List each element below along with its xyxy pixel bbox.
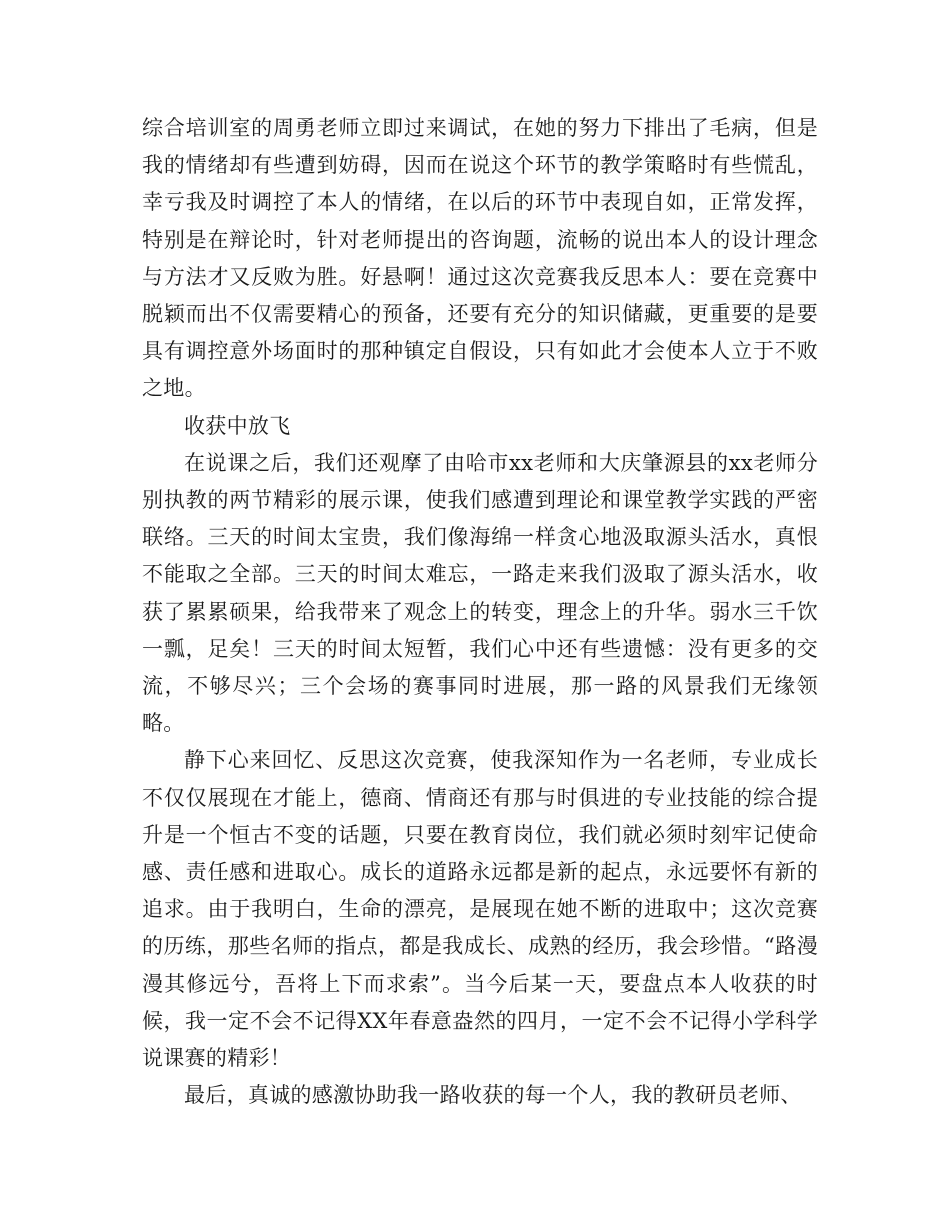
paragraph-3: 静下心来回忆、反思这次竞赛，使我深知作为一名老师，专业成长不仅仅展现在才能上，德商、情商还有那与时俱进的专业技能的综合提升是一个恒古不变的话题，只要在教育岗位，我们就必须时刻牢记使命感、责任感和进取心。成长的道路永远都是新的起点，永远要怀有新的追求。由于我明白，生命的漂亮，是展现在她不断的进取中；这次竞赛的历练，那些名师的指点，都是我成长、成熟的经历，我会珍惜。“路漫漫其修远兮，吾将上下而求索”。当今后某一天，要盘点本人收获的时候，我一定不会不记得XX年春意盎然的四月，一定不会不记得小学科学说课赛的精彩！	[142, 748, 818, 1071]
section-heading: 收获中放飞	[184, 413, 291, 438]
paragraph-1: 综合培训室的周勇老师立即过来调试，在她的努力下排出了毛病，但是我的情绪却有些遭到妨碍，因而在说这个环节的教学策略时有些慌乱，幸亏我及时调控了本人的情绪，在以后的环节中表现自如，正常发挥，特别是在辩论时，针对老师提出的咨询题，流畅的说出本人的设计理念与方法才又反败为胜。好悬啊！通过这次竞赛我反思本人：要在竞赛中脱颖而出不仅需要精心的预备，还要有充分的知识储藏，更重要的是要具有调控意外场面时的那种镇定自假设，只有如此才会使本人立于不败之地。	[142, 116, 818, 401]
paragraph-2: 在说课之后，我们还观摩了由哈市xx老师和大庆肇源县的xx老师分别执教的两节精彩的展示课，使我们感遭到理论和课堂教学实践的严密联络。三天的时间太宝贵，我们像海绵一样贪心地汲取源头活水，真恨不能取之全部。三天的时间太难忘，一路走来我们汲取了源头活水，收获了累累硕果，给我带来了观念上的转变，理念上的升华。弱水三千饮一瓢，足矣！三天的时间太短暂，我们心中还有些遗憾：没有更多的交流，不够尽兴；三个会场的赛事同时进展，那一路的风景我们无缘领略。	[142, 450, 818, 736]
paragraph-4: 最后，真诚的感激协助我一路收获的每一个人，我的教研员老师、	[184, 1083, 802, 1108]
document-body	[142, 110, 818, 1114]
